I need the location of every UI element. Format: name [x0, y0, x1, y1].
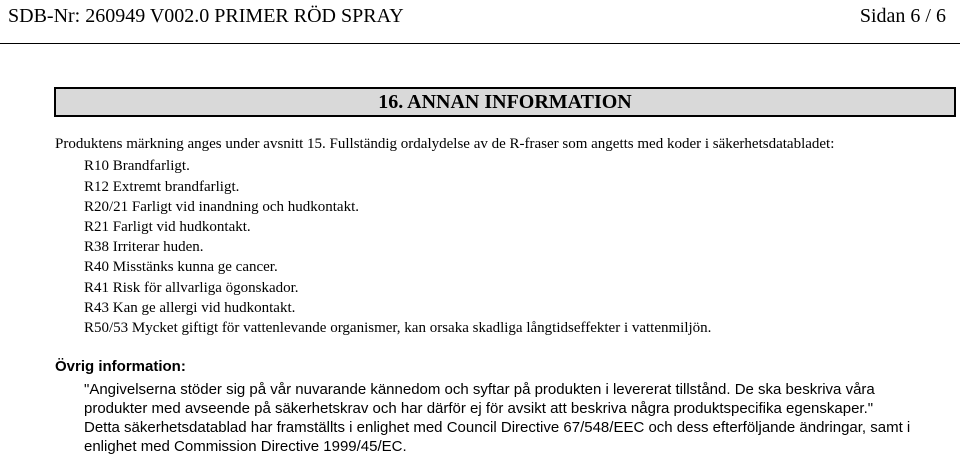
r-phrase-item: R50/53 Mycket giftigt för vattenlevande organismer, kan orsaka skadliga långtidseffekter i vattenmiljön. [84, 320, 712, 336]
other-info-line: Detta säkerhetsdatablad har framställts i enlighet med Council Directive 67/548/EEC och dess efterföljande ändringar, samt i [84, 419, 911, 436]
other-info-line: "Angivelserna stöder sig på vår nuvarande kännedom och syftar på produkten i levererat tillstånd. De ska beskriva våra [84, 381, 875, 398]
other-info-line: produkter med avseende på säkerhetskrav och har därför ej för avsikt att beskriva några produktspecifika egenskaper." [84, 400, 874, 417]
r-phrase-item: R21 Farligt vid hudkontakt. [84, 219, 251, 235]
header-divider [0, 43, 960, 44]
document-id: SDB-Nr: 260949 V002.0 PRIMER RÖD SPRAY [8, 5, 404, 27]
r-phrase-item: R40 Misstänks kunna ge cancer. [84, 259, 278, 275]
page-number: Sidan 6 / 6 [859, 5, 946, 27]
other-info-heading: Övrig information: [55, 358, 186, 375]
r-phrase-item: R12 Extremt brandfarligt. [84, 179, 240, 195]
r-phrase-item: R43 Kan ge allergi vid hudkontakt. [84, 300, 296, 316]
page-header [8, 4, 954, 28]
section-title: 16. ANNAN INFORMATION [378, 91, 632, 113]
r-phrase-item: R41 Risk för allvarliga ögonskador. [84, 280, 299, 296]
other-info-line: enlighet med Commission Directive 1999/45/EC. [84, 438, 407, 455]
r-phrase-item: R38 Irriterar huden. [84, 239, 204, 255]
intro-paragraph: Produktens märkning anges under avsnitt 15. Fullständig ordalydelse av de R-fraser som angetts med koder i säkerhetsdatabladet: [55, 136, 835, 152]
r-phrase-item: R20/21 Farligt vid inandning och hudkontakt. [84, 199, 359, 215]
r-phrase-item: R10 Brandfarligt. [84, 158, 190, 174]
section-heading [54, 87, 956, 117]
